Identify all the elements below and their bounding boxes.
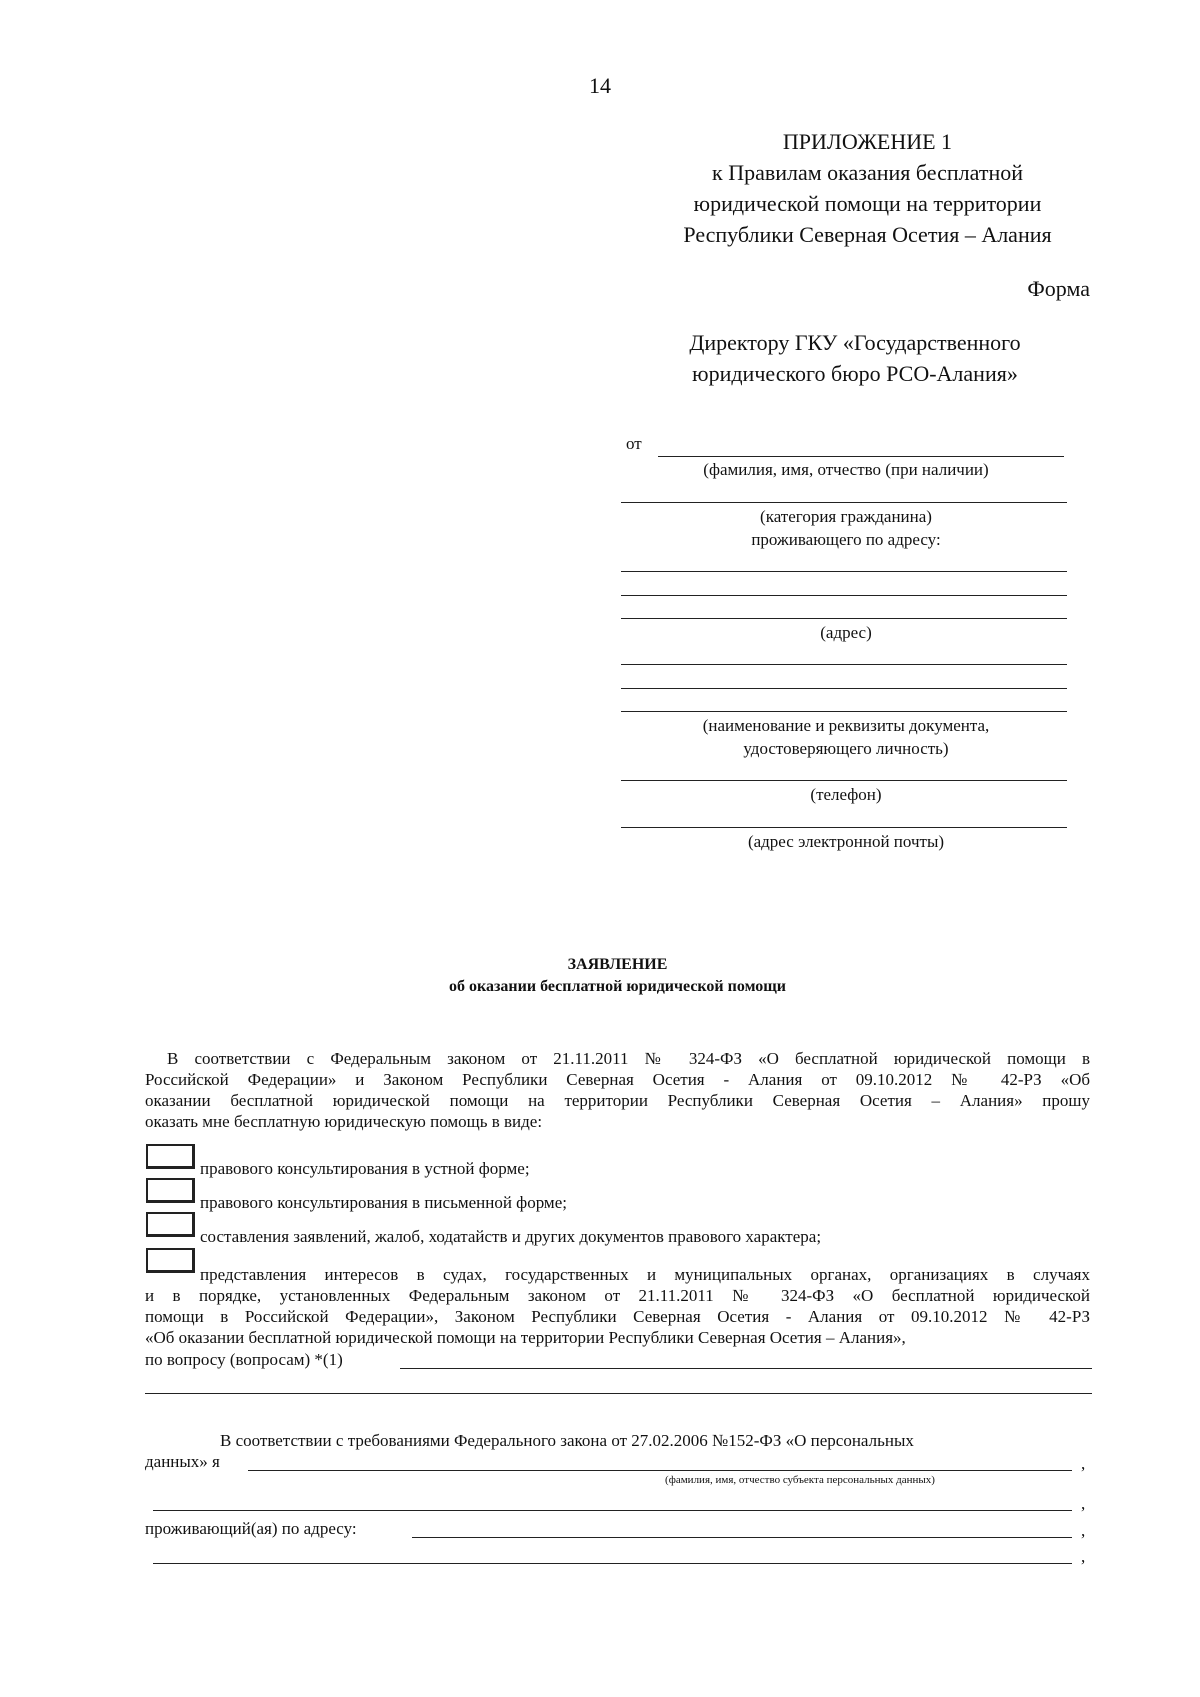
subject-name-caption: (фамилия, имя, отчество субъекта персональных данных) <box>665 1474 935 1486</box>
appendix-line-3: Республики Северная Осетия – Алания <box>683 222 1052 247</box>
applicant-category-caption: (категория гражданина) <box>760 507 932 526</box>
residing-address-line-1[interactable] <box>412 1537 1072 1538</box>
appendix-line-2: юридической помощи на территории <box>693 191 1042 216</box>
applicant-document-caption-2: удостоверяющего личность) <box>743 739 949 758</box>
comma-1: , <box>1081 1454 1086 1473</box>
representation-line-3: помощи в Российской Федерации», Законом Республики Северная Осетия - Алания от 09.10.2012 № 42-РЗ <box>145 1307 1090 1326</box>
request-line-3: оказании бесплатной юридической помощи на территории Республики Северная Осетия – Алания» прошу <box>145 1091 1090 1110</box>
comma-3: , <box>1081 1521 1086 1540</box>
option-written-consultation: правового консультирования в письменной форме; <box>200 1193 567 1212</box>
applicant-document-caption-1: (наименование и реквизиты документа, <box>702 716 990 735</box>
applicant-email-caption: (адрес электронной почты) <box>747 832 945 851</box>
representation-line-1: представления интересов в судах, государственных и муниципальных органах, организациях в случаях <box>200 1265 1090 1284</box>
appendix-line-1: к Правилам оказания бесплатной <box>712 160 1023 185</box>
checkbox-written-consultation[interactable] <box>146 1178 195 1203</box>
personal-data-line-2: данных» я <box>145 1452 220 1471</box>
applicant-address-line-1[interactable] <box>621 571 1067 572</box>
question-label: по вопросу (вопросам) *(1) <box>145 1350 343 1369</box>
applicant-document-line-1[interactable] <box>621 664 1067 665</box>
applicant-document-line-3[interactable] <box>621 711 1067 712</box>
appendix-header <box>645 126 1090 250</box>
subject-extra-line[interactable] <box>153 1510 1072 1511</box>
checkbox-oral-consultation[interactable] <box>146 1144 195 1169</box>
addressee-line-1: Директору ГКУ «Государственного <box>689 330 1021 355</box>
applicant-email-line[interactable] <box>621 827 1067 828</box>
from-label: от <box>626 434 642 453</box>
subject-name-line[interactable] <box>248 1470 1072 1471</box>
statement-subtitle: об оказании бесплатной юридической помощи <box>449 978 786 995</box>
personal-data-line-1: В соответствии с требованиями Федерального закона от 27.02.2006 №152-ФЗ «О персональных <box>220 1431 914 1450</box>
question-line-2[interactable] <box>145 1393 1092 1394</box>
residing-address-line-2[interactable] <box>153 1563 1072 1564</box>
applicant-residing-caption: проживающего по адресу: <box>751 530 941 549</box>
request-paragraph <box>145 1048 1090 1132</box>
option-oral-consultation: правового консультирования в устной форме; <box>200 1159 530 1178</box>
addressee <box>640 327 1070 389</box>
comma-2: , <box>1081 1494 1086 1513</box>
request-line-2: Российской Федерации» и Законом Республики Северная Осетия - Алания от 09.10.2012 № 42-РЗ «Об <box>145 1070 1090 1089</box>
representation-line-2: и в порядке, установленных Федеральным законом от 21.11.2011 № 324-ФЗ «О бесплатной юридической <box>145 1286 1090 1305</box>
applicant-address-caption: (адрес) <box>820 623 872 642</box>
applicant-name-caption: (фамилия, имя, отчество (при наличии) <box>703 460 989 479</box>
request-line-1: В соответствии с Федеральным законом от 21.11.2011 № 324-ФЗ «О бесплатной юридической помощи в <box>167 1049 1090 1068</box>
comma-4: , <box>1081 1547 1086 1566</box>
applicant-phone-line[interactable] <box>621 780 1067 781</box>
option-document-preparation: составления заявлений, жалоб, ходатайств и других документов правового характера; <box>200 1227 822 1246</box>
applicant-document-line-2[interactable] <box>621 688 1067 689</box>
form-label: Форма <box>1027 276 1090 301</box>
addressee-line-2: юридического бюро РСО-Алания» <box>692 361 1018 386</box>
residing-label: проживающий(ая) по адресу: <box>145 1519 357 1538</box>
representation-line-4: «Об оказании бесплатной юридической помощи на территории Республики Северная Осетия – Алания», <box>145 1328 906 1347</box>
applicant-phone-caption: (телефон) <box>810 785 882 804</box>
applicant-address-line-3[interactable] <box>621 618 1067 619</box>
statement-title: ЗАЯВЛЕНИЕ <box>567 956 668 973</box>
statement-title-block <box>0 954 1200 998</box>
request-line-4: оказать мне бесплатную юридическую помощь в виде: <box>145 1112 543 1131</box>
appendix-title: ПРИЛОЖЕНИЕ 1 <box>782 129 953 154</box>
checkbox-document-preparation[interactable] <box>146 1212 195 1237</box>
applicant-category-line[interactable] <box>621 502 1067 503</box>
applicant-address-line-2[interactable] <box>621 595 1067 596</box>
applicant-name-line[interactable] <box>658 456 1064 457</box>
question-line-1[interactable] <box>400 1368 1092 1369</box>
page-number: 14 <box>589 73 611 98</box>
option-representation <box>145 1264 1090 1348</box>
